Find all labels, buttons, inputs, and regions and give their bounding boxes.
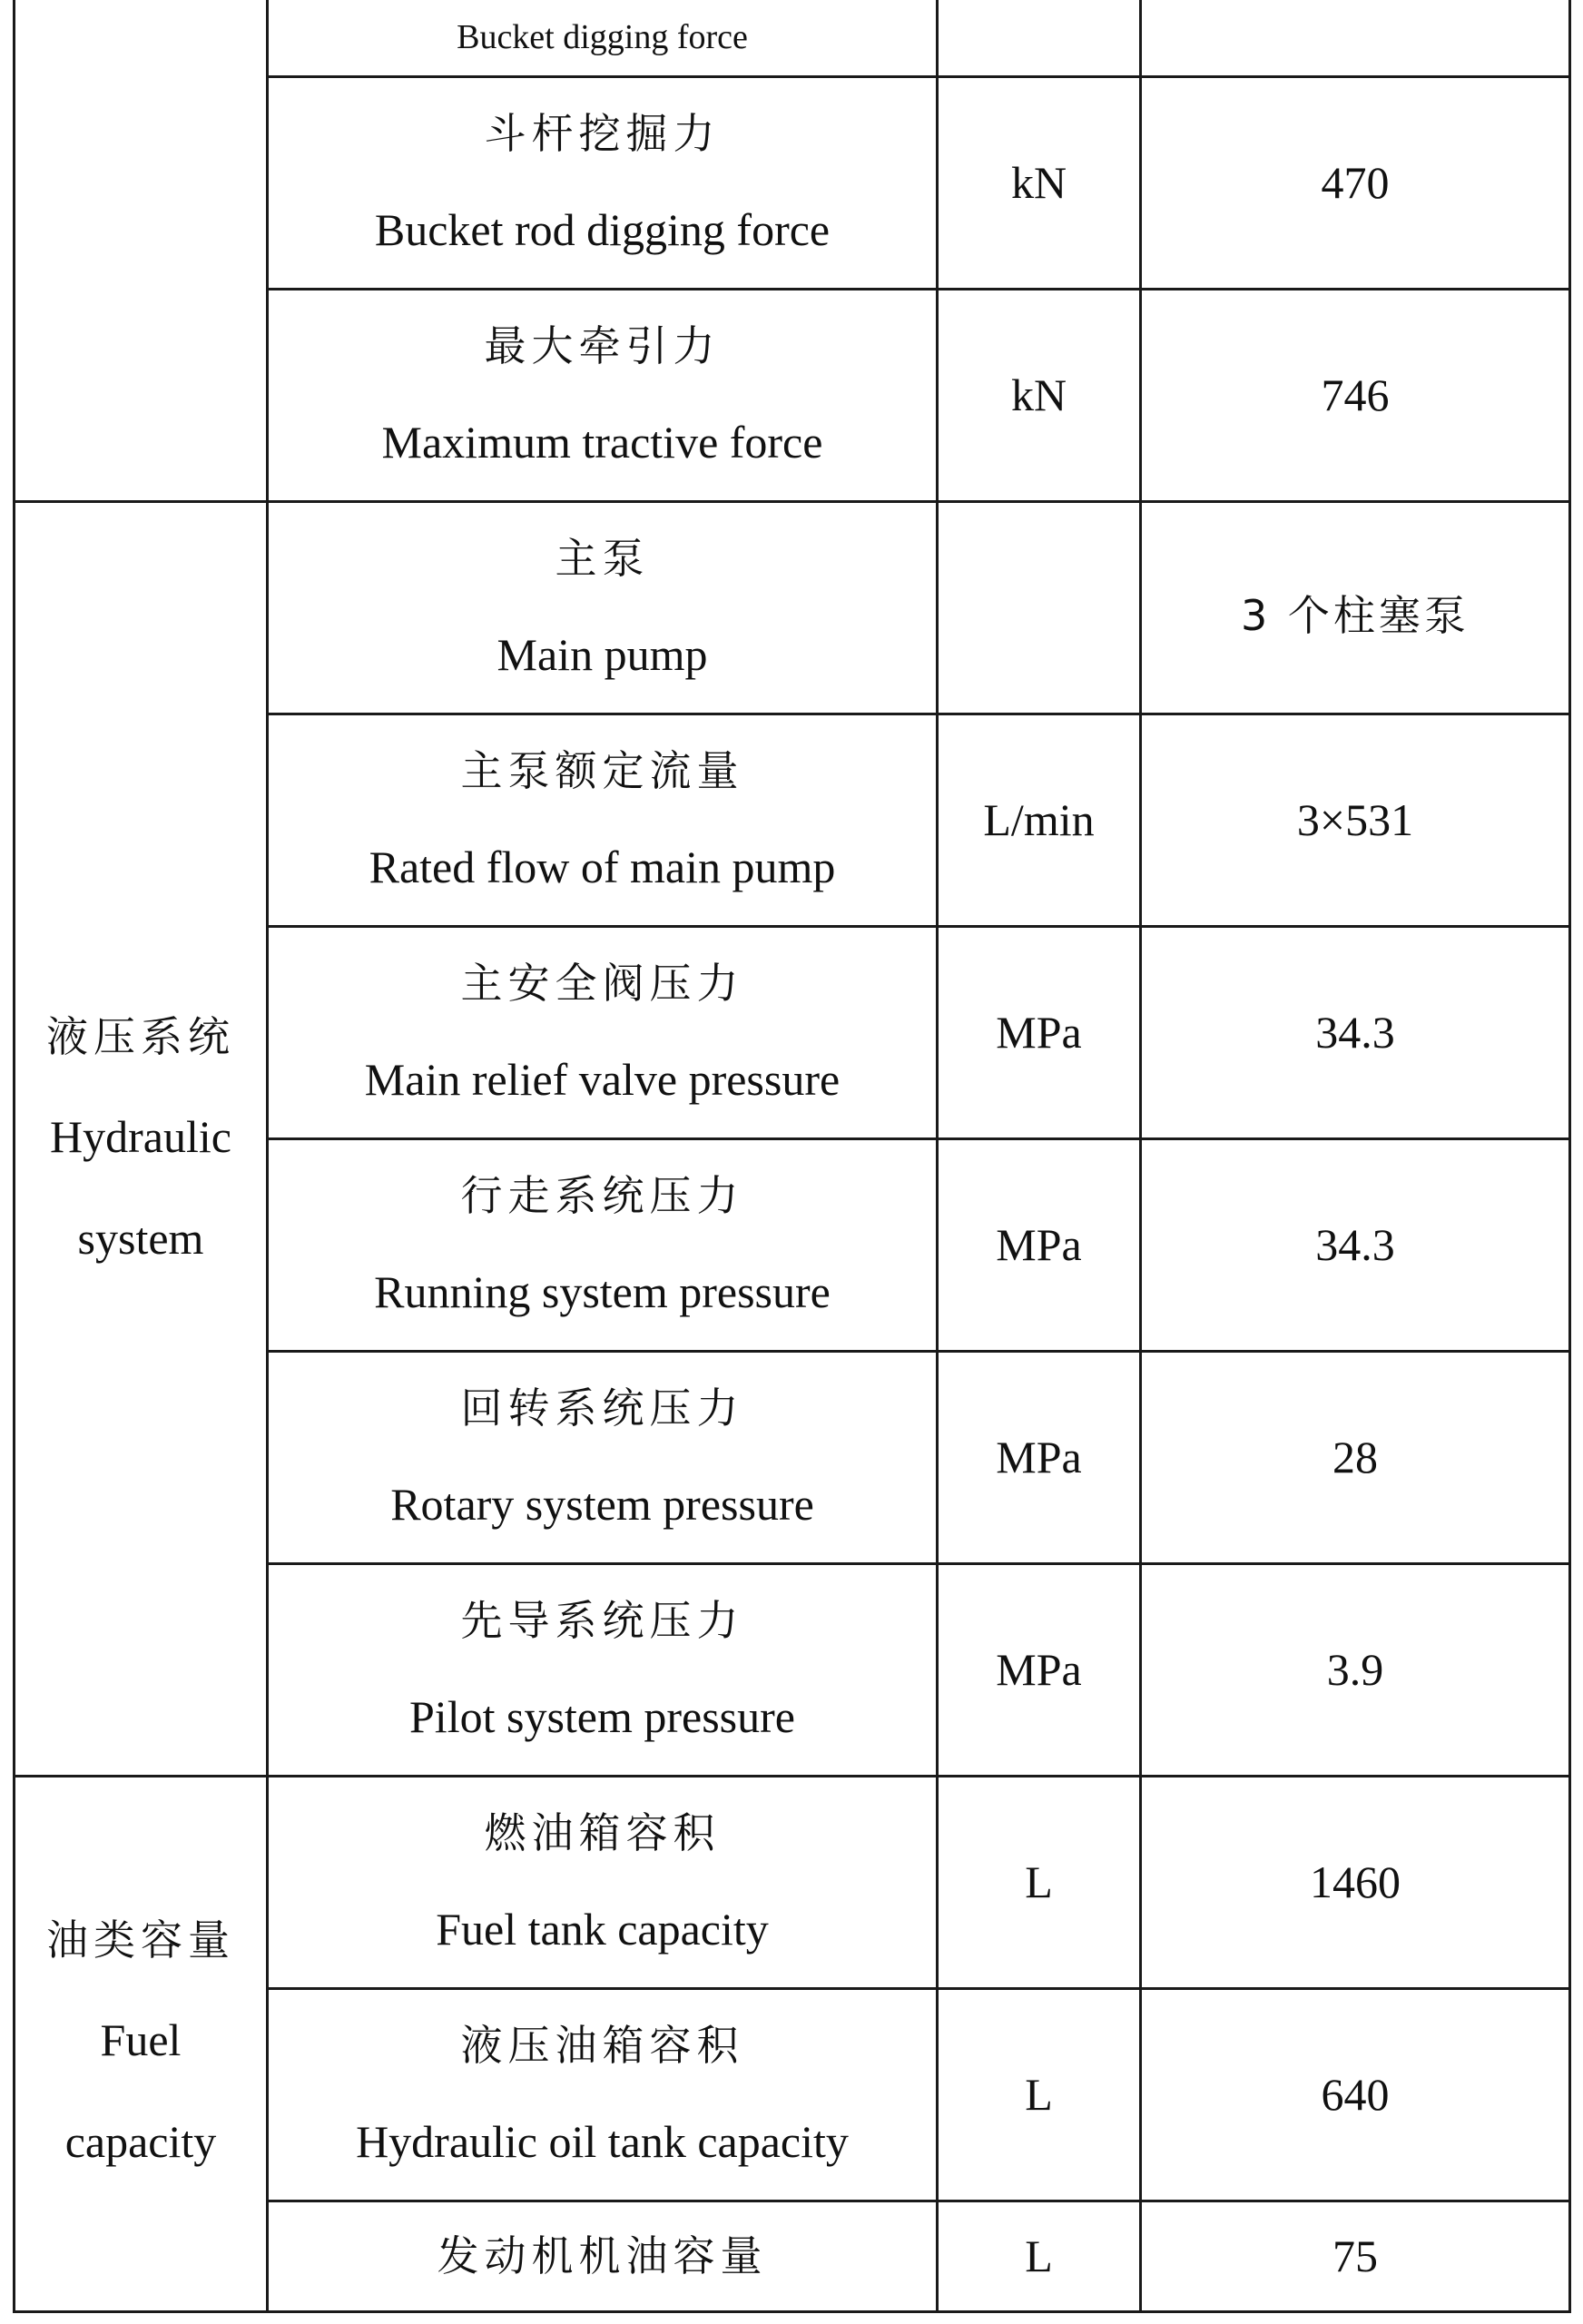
param-cell	[268, 1563, 938, 1776]
param-en: Maximum tractive force	[381, 417, 823, 468]
param-zh: 最大牵引力	[484, 321, 721, 370]
param-en: Bucket digging force	[457, 18, 748, 57]
param-zh: 行走系统压力	[460, 1171, 744, 1220]
param-en: Hydraulic oil tank capacity	[356, 2116, 849, 2167]
param-zh: 发动机机油容量	[437, 2231, 768, 2280]
param-zh: 主安全阀压力	[460, 959, 744, 1008]
param-cell	[268, 2201, 938, 2311]
unit-cell: kN	[938, 289, 1141, 501]
table-row	[15, 501, 1570, 714]
unit-cell	[938, 0, 1141, 76]
param-cell	[268, 0, 938, 76]
value-cell: 3×531	[1141, 714, 1570, 926]
param-cell	[268, 1776, 938, 1988]
param-zh: 回转系统压力	[460, 1384, 744, 1433]
param-cell	[268, 1988, 938, 2201]
param-en: Running system pressure	[374, 1266, 831, 1317]
param-en: Fuel tank capacity	[436, 1904, 769, 1955]
param-en: Main relief valve pressure	[364, 1054, 841, 1105]
param-zh: 主泵	[555, 534, 650, 583]
param-en: Main pump	[497, 629, 708, 680]
group-en-line2: capacity	[64, 2115, 217, 2167]
unit-cell: kN	[938, 76, 1141, 289]
param-zh: 主泵额定流量	[460, 746, 744, 795]
group-en-line2: system	[77, 1213, 204, 1264]
spec-table	[13, 0, 1571, 2313]
value-cell: 640	[1141, 1988, 1570, 2201]
value-cell: 746	[1141, 289, 1570, 501]
value-cell: 34.3	[1141, 926, 1570, 1138]
value-cell: 1460	[1141, 1776, 1570, 1988]
param-cell	[268, 714, 938, 926]
unit-cell: MPa	[938, 926, 1141, 1138]
value-cell: 3.9	[1141, 1563, 1570, 1776]
unit-cell: MPa	[938, 1351, 1141, 1563]
value-cell: 470	[1141, 76, 1570, 289]
param-cell	[268, 289, 938, 501]
param-cell	[268, 1351, 938, 1563]
table-row	[15, 0, 1570, 76]
unit-cell: L/min	[938, 714, 1141, 926]
value-cell: 34.3	[1141, 1138, 1570, 1351]
param-cell	[268, 501, 938, 714]
param-en: Pilot system pressure	[409, 1691, 795, 1742]
unit-cell: L	[938, 1988, 1141, 2201]
param-cell	[268, 926, 938, 1138]
param-en: Rated flow of main pump	[369, 842, 836, 892]
table-row	[15, 1776, 1570, 1988]
unit-cell: L	[938, 2201, 1141, 2311]
group-zh: 油类容量	[46, 1915, 235, 1965]
group-en-line1: Fuel	[100, 2014, 182, 2065]
value-cell: 28	[1141, 1351, 1570, 1563]
param-zh: 燃油箱容积	[484, 1808, 721, 1857]
unit-cell	[938, 501, 1141, 714]
group-zh: 液压系统	[46, 1012, 235, 1061]
param-en: Bucket rod digging force	[374, 204, 831, 255]
unit-cell: L	[938, 1776, 1141, 1988]
param-zh: 液压油箱容积	[460, 2021, 744, 2070]
value-cell: 75	[1141, 2201, 1570, 2311]
param-en: Rotary system pressure	[390, 1479, 814, 1530]
value-cell	[1141, 0, 1570, 76]
param-zh: 斗杆挖掘力	[484, 109, 721, 158]
param-zh: 先导系统压力	[460, 1596, 744, 1645]
param-cell	[268, 1138, 938, 1351]
unit-cell: MPa	[938, 1138, 1141, 1351]
unit-cell: MPa	[938, 1563, 1141, 1776]
group-cell-fuel	[15, 1776, 268, 2311]
group-en-line1: Hydraulic	[50, 1111, 231, 1162]
value-cell: 3 个柱塞泵	[1141, 501, 1570, 714]
group-cell-empty	[15, 0, 268, 501]
group-cell-hydraulic	[15, 501, 268, 1776]
param-cell	[268, 76, 938, 289]
